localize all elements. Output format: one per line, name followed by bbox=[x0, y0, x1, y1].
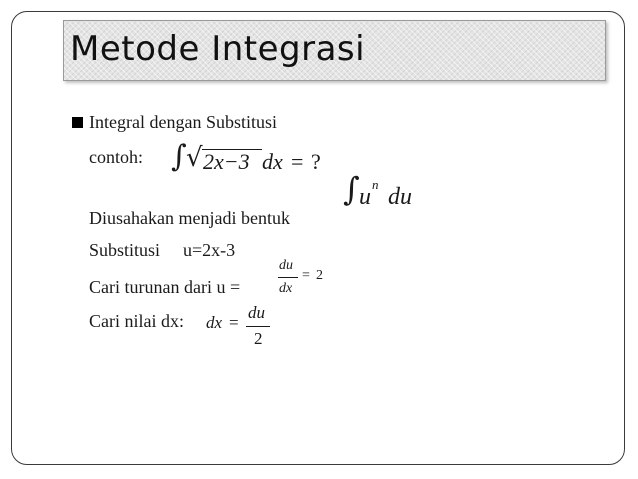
integral-sign: ∫ bbox=[171, 139, 187, 174]
radicand: 2x−3 bbox=[203, 149, 250, 174]
derivative-fraction-bar bbox=[278, 277, 298, 278]
example-differential: dx bbox=[262, 149, 283, 174]
example-label: contoh: bbox=[89, 147, 143, 167]
example-result: ? bbox=[311, 149, 321, 174]
dx-lhs: dx bbox=[206, 313, 223, 332]
substitution-label: Substitusi bbox=[89, 240, 161, 260]
bullet-square-icon bbox=[72, 117, 83, 128]
target-label: Diusahakan menjadi bentuk bbox=[89, 208, 290, 228]
slide-title: Metode Integrasi bbox=[70, 29, 366, 69]
example-equals: = bbox=[291, 149, 304, 174]
derivative-equals: = bbox=[302, 268, 310, 283]
dx-label: Cari nilai dx: bbox=[89, 311, 184, 331]
target-exponent: n bbox=[372, 177, 379, 192]
target-differential: du bbox=[388, 184, 412, 210]
dx-denominator: 2 bbox=[254, 329, 263, 348]
derivative-value: 2 bbox=[316, 268, 323, 283]
radical-sign: √ bbox=[186, 143, 203, 173]
derivative-label: Cari turunan dari u = bbox=[89, 277, 241, 297]
derivative-denominator: dx bbox=[279, 281, 293, 296]
dx-fraction-bar bbox=[246, 326, 270, 327]
derivative-numerator: du bbox=[279, 258, 293, 273]
target-integral-sign: ∫ bbox=[343, 170, 360, 208]
substitution-value: u=2x-3 bbox=[183, 240, 236, 260]
dx-equals: = bbox=[229, 313, 239, 332]
dx-numerator: du bbox=[248, 303, 265, 322]
bullet-heading: Integral dengan Substitusi bbox=[89, 112, 277, 132]
target-base: u bbox=[359, 184, 371, 210]
title-bar bbox=[63, 20, 606, 81]
